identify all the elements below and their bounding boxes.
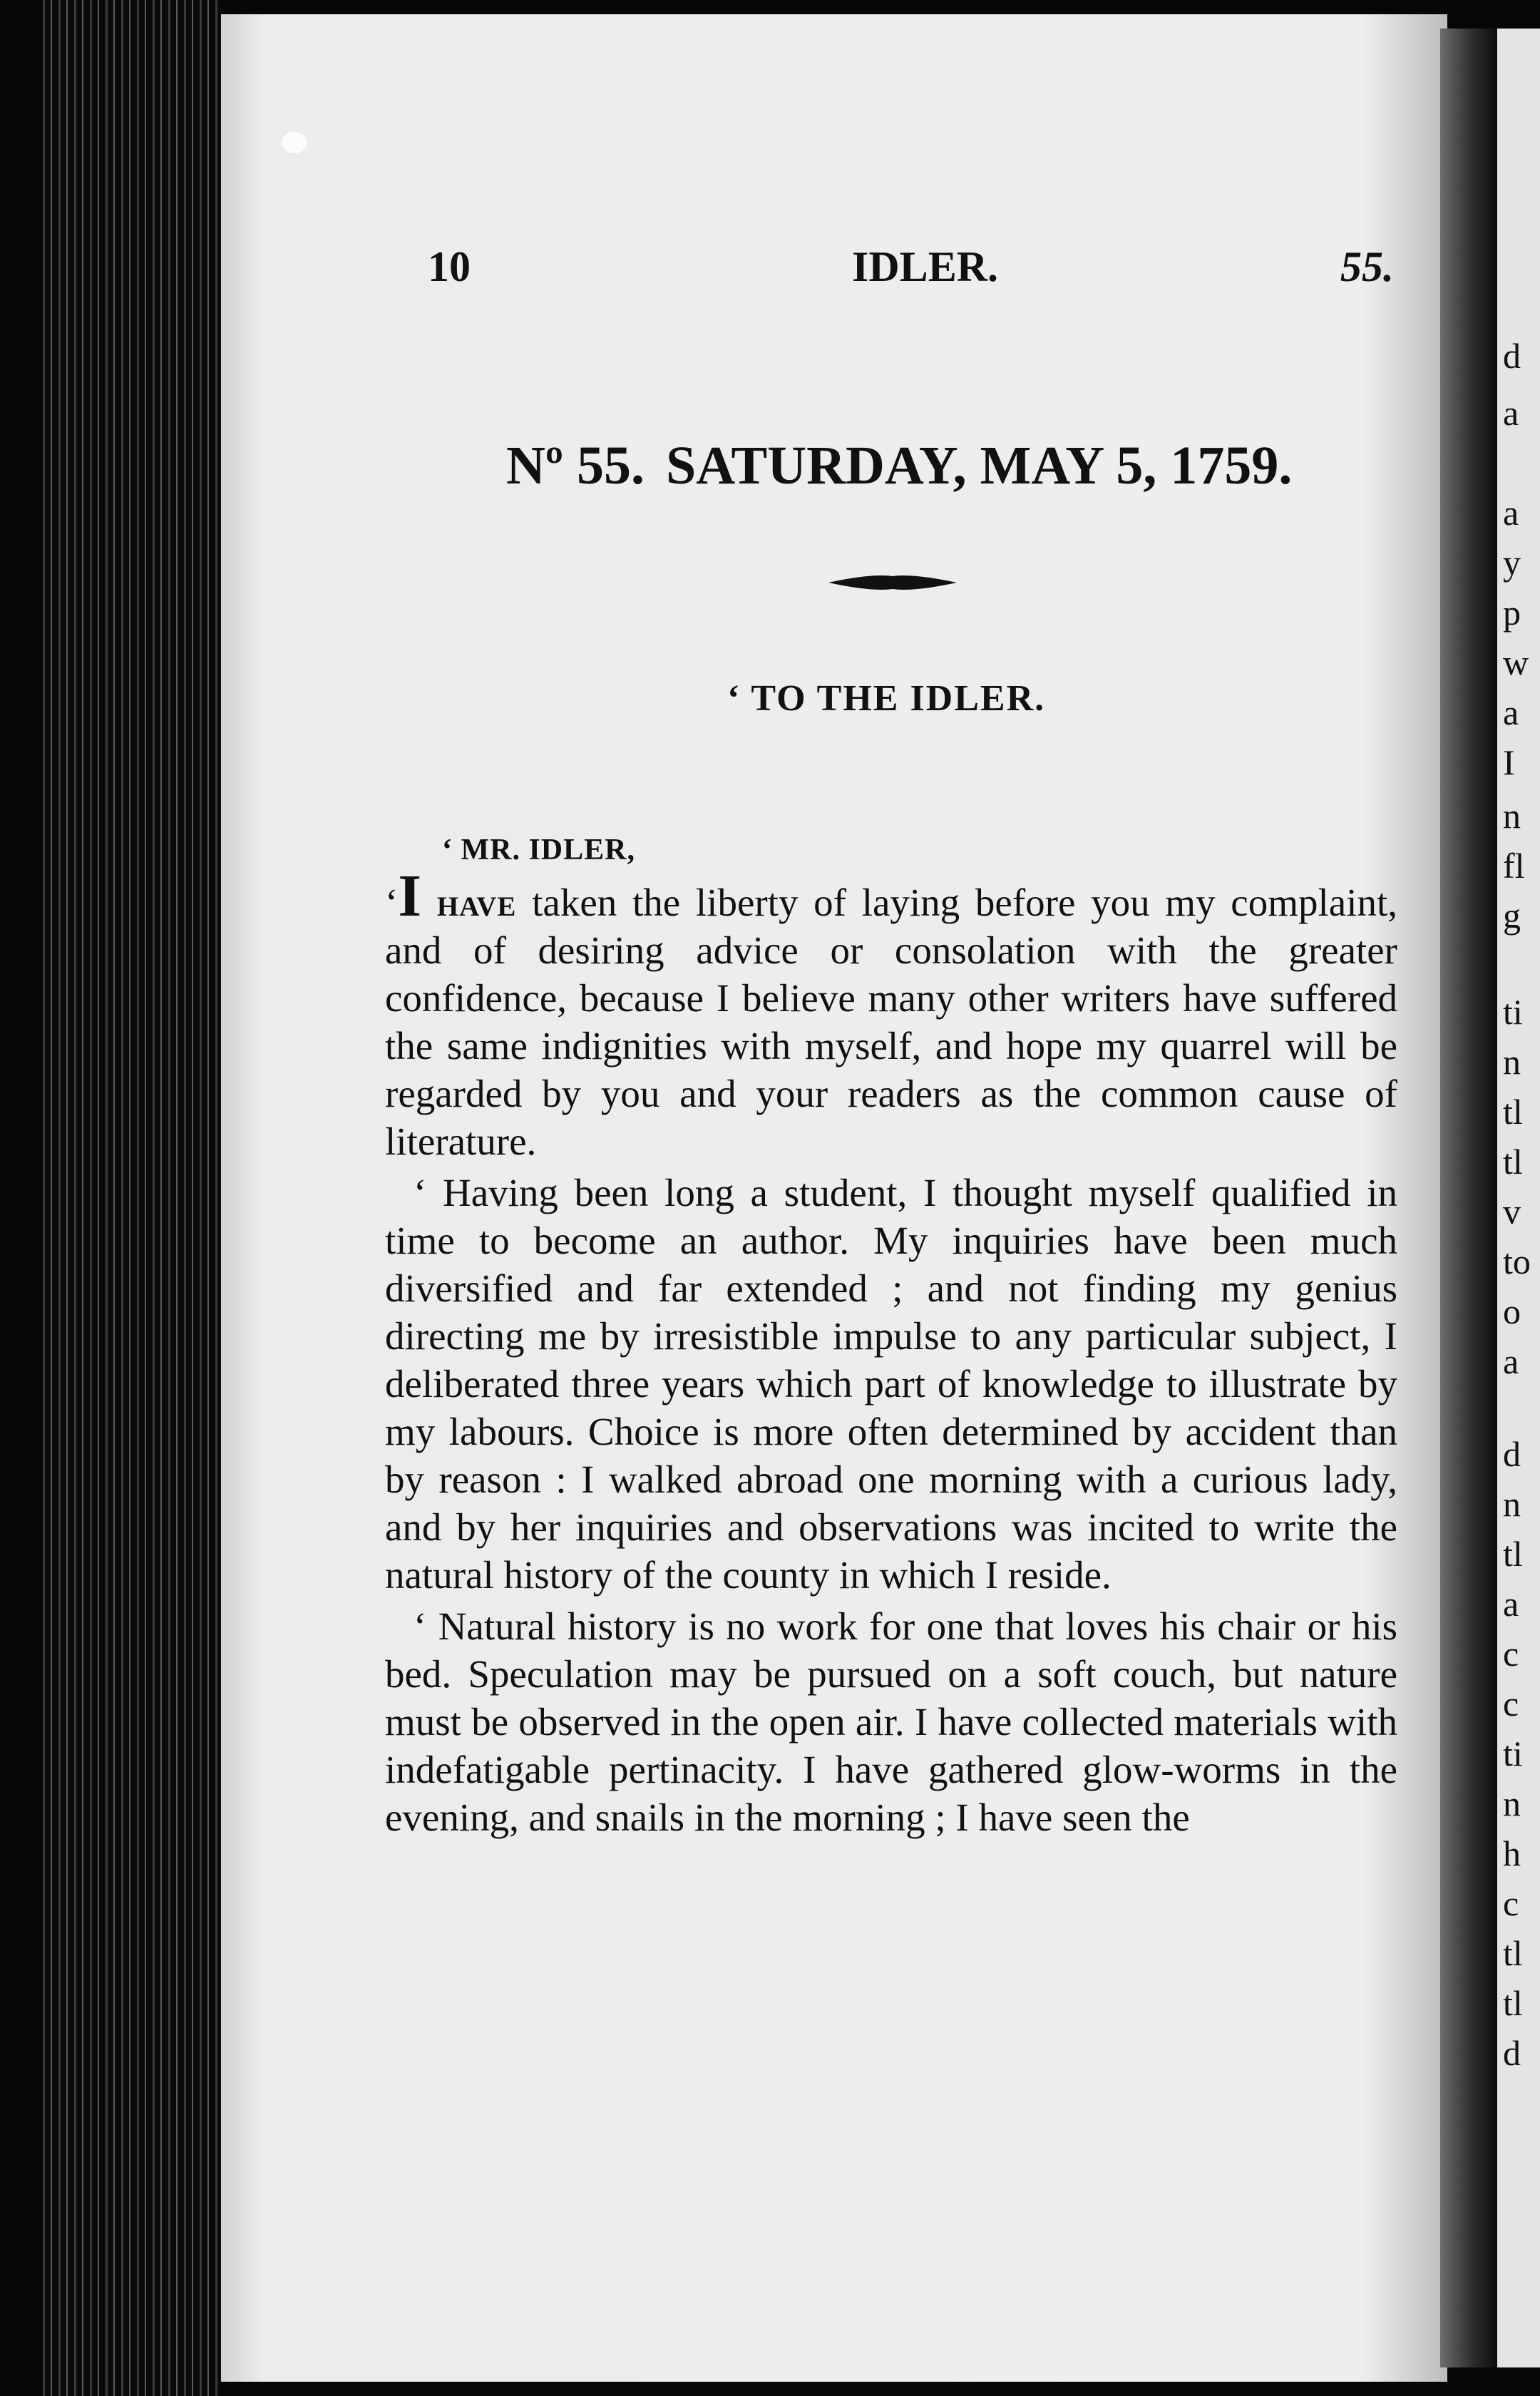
facing-page-fragment: d [1503, 1434, 1521, 1474]
facing-page-fragment: tl [1503, 1983, 1523, 2023]
issue-date: SATURDAY, MAY 5, 1759. [665, 436, 1293, 496]
facing-page-fragment: tl [1503, 1142, 1523, 1182]
facing-page-fragment: a [1503, 493, 1519, 533]
opening-quote: ‘ [385, 881, 399, 924]
issue-number: Nº 55. [506, 436, 645, 496]
paragraph-2: ‘ Having been long a student, I thought myself qualified in time to become an author. My inquiries have been much diversified and far extended ; and not finding my genius directing me by irresistible impulse to any particular subject, I deliberated three years which part of knowledge to illustrate by my labours. Choice is more often determined by accident than by reason : I walked abroad one morning with a curious lady, and by her inquiries and observations was incited to write the natural history of the county in which I reside. [385, 1171, 1397, 1597]
facing-page-fragment: to [1503, 1241, 1531, 1281]
ornament-rule [828, 573, 957, 592]
book-fore-edges [43, 0, 221, 2396]
issue-folio: 55. [1340, 243, 1394, 290]
letter-salutation: ‘ MR. IDLER, [442, 834, 635, 866]
facing-page-fragment: a [1503, 1341, 1519, 1381]
book-page [221, 14, 1447, 2382]
paragraph-1 [385, 863, 1398, 1165]
gutter-shadow [1440, 29, 1497, 2367]
letter-body [385, 863, 1398, 1845]
facing-page-fragment: n [1503, 796, 1521, 836]
facing-page-fragment: g [1503, 896, 1521, 936]
facing-page-fragment: o [1503, 1291, 1521, 1331]
facing-page-fragment: c [1503, 1684, 1519, 1724]
letter-address: ‘ TO THE IDLER. [727, 678, 1046, 719]
paper-speck [282, 132, 307, 153]
issue-heading [506, 435, 1447, 497]
running-title: IDLER. [852, 243, 999, 290]
facing-page-fragment: ti [1503, 1734, 1523, 1773]
facing-page-edge [1497, 29, 1540, 2367]
facing-page-fragment: fl [1503, 846, 1525, 886]
facing-page-fragment: c [1503, 1883, 1519, 1923]
facing-page-fragment: d [1503, 2033, 1521, 2073]
facing-page-fragment: c [1503, 1634, 1519, 1674]
facing-page-fragment: tl [1503, 1933, 1523, 1973]
page-header [221, 242, 1447, 300]
facing-page-fragment: tl [1503, 1534, 1523, 1574]
paragraph-3: ‘ Natural history is no work for one that loves his chair or his bed. Speculation may be pursued on a soft couch, but nature must be observed in the open air. I have collected materials with indefatigable pertinacity. I have gathered glow-worms in the evening, and snails in the morning ; I have seen the [385, 1604, 1397, 1839]
facing-page-fragment: n [1503, 1484, 1521, 1524]
facing-page-fragment: a [1503, 692, 1519, 732]
paragraph-1-text: taken the liberty of laying before you my complaint, and of desiring advice or consolation with the greater confidence, because I believe many other writers have suffered the same indignities with myself, and hope my quarrel will be regarded by you and your readers as the common cause of literature. [385, 881, 1398, 1163]
drop-cap: I [398, 863, 422, 929]
facing-page-fragment: p [1503, 593, 1521, 633]
page-number: 10 [428, 243, 471, 290]
facing-page-fragment: ti [1503, 992, 1523, 1032]
facing-page-fragment: h [1503, 1833, 1521, 1873]
facing-page-fragment: w [1503, 642, 1529, 682]
facing-page-fragment: tl [1503, 1092, 1523, 1132]
facing-page-fragment: n [1503, 1783, 1521, 1823]
facing-page-fragment: I [1503, 742, 1515, 782]
facing-page-fragment: a [1503, 393, 1519, 433]
facing-page-fragment: d [1503, 336, 1521, 376]
small-caps-word: have [436, 881, 517, 924]
facing-page-fragment: v [1503, 1192, 1521, 1232]
facing-page-fragment: n [1503, 1042, 1521, 1082]
facing-page-fragment: a [1503, 1584, 1519, 1624]
facing-page-fragment: y [1503, 543, 1521, 583]
